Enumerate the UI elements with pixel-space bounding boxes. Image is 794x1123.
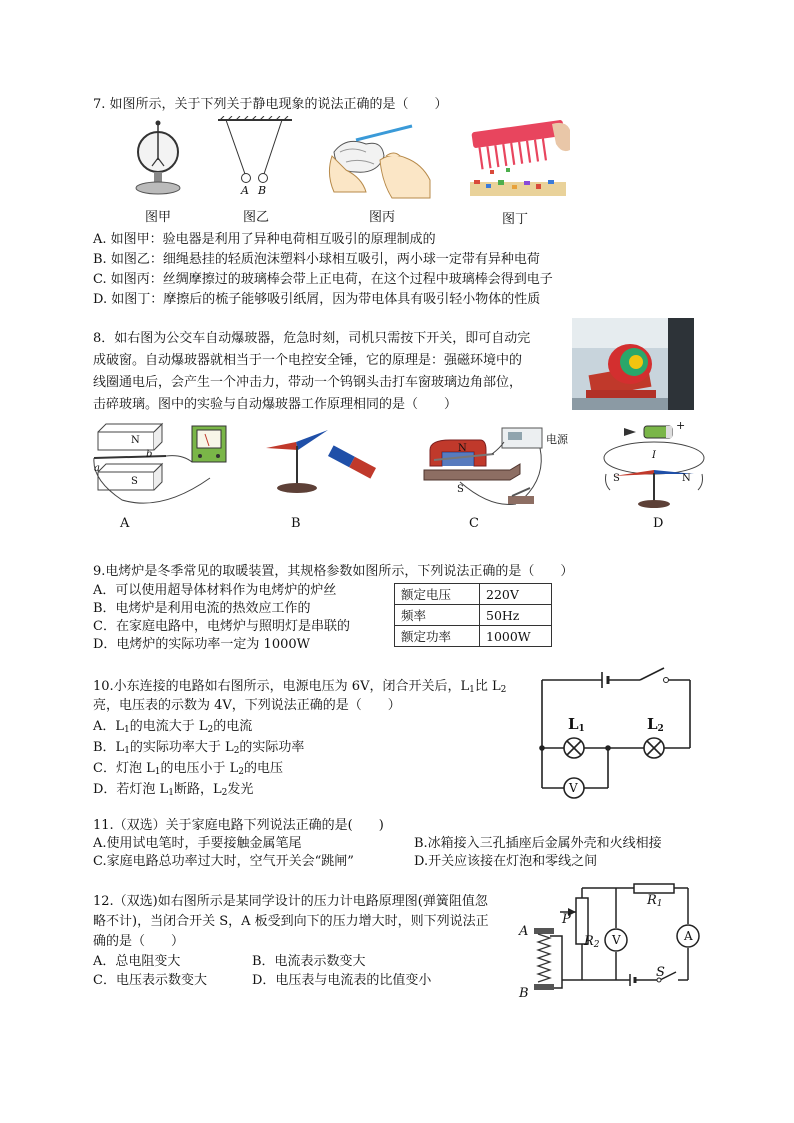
subscript: 1 (124, 725, 130, 735)
q12-option-b: B．电流表示数变大 (252, 954, 366, 969)
q8-figure-a (92, 420, 242, 512)
q11-option-d: D.开关应该接在灯泡和零线之间 (414, 854, 598, 869)
spec-key: 频率 (395, 605, 480, 626)
opt-part: 的电压 (243, 761, 283, 776)
q12-stem-line3: 确的是（ ） (93, 934, 185, 949)
opt-part: 的实际功率 (239, 740, 305, 755)
lamp-letter: L (647, 715, 658, 733)
voltmeter-label: V (569, 781, 578, 795)
spec-row (395, 605, 552, 626)
q10-stem-line1 (93, 678, 506, 695)
subscript: 2 (207, 725, 214, 735)
subscript: 1 (469, 685, 475, 695)
q10-circuit-diagram (536, 664, 696, 802)
q9-option-a: A．可以使用超导体材料作为电烤炉的炉丝 (93, 583, 337, 598)
q8-stem-line3: 线圈通电后，会产生一个冲击力，带动一个钨钢头击打车窗玻璃边角部位， (93, 375, 523, 390)
switch-s-label: S (656, 965, 665, 980)
r-letter: R (647, 893, 657, 908)
q10-option-d (93, 781, 253, 798)
subscript: 2 (233, 746, 240, 756)
q10-stem-line2: 亮，电压表的示数为 4V，下列说法正确的是（ ） (93, 698, 401, 713)
electroscope-figure (128, 120, 188, 198)
subscript: 2 (657, 724, 664, 734)
opt-part: 的电流 (213, 719, 253, 734)
subscript: 1 (124, 746, 130, 756)
q8-stem-line2: 成破窗。自动爆玻器就相当于一个电控安全锤，它的原理是：强磁环境中的 (93, 353, 523, 368)
fig-label-yi: 图乙 (243, 210, 270, 225)
opt-part: B．L (93, 740, 125, 755)
q10-stem-part: 10.小东连接的电路如右图所示，电源电压为 6V，闭合开关后，L (93, 679, 470, 694)
subscript: 2 (500, 685, 507, 695)
spec-row (395, 584, 552, 605)
spec-key: 额定电压 (395, 584, 480, 605)
fig-c-mark-power: 电源 (546, 433, 568, 446)
opt-part: 的电压小于 L (160, 761, 239, 776)
subscript: 1 (578, 724, 585, 734)
fig-d-mark-plus: + (676, 419, 686, 432)
q11-option-a: A.使用试电笔时，手要接触金属笔尾 (93, 836, 302, 851)
voltmeter-label: V (612, 933, 621, 947)
q12-stem-line2: 略不计)，当闭合开关 S，A 板受到向下的压力增大时，则下列说法正 (93, 914, 489, 929)
q12-option-a: A．总电阻变大 (93, 954, 181, 969)
q8-figure-d (596, 418, 714, 510)
q10-option-b (93, 739, 304, 756)
opt-part: 的实际功率大于 L (129, 740, 234, 755)
q10-option-c (93, 760, 283, 777)
fig-d-mark-n: N (682, 473, 691, 484)
opt-part: D．若灯泡 L (93, 782, 169, 797)
fig-a-mark-n: N (131, 435, 140, 446)
subscript: 1 (656, 899, 663, 909)
q8-stem-line4: 击碎玻璃。图中的实验与自动爆玻器工作原理相同的是（ ） (93, 397, 458, 412)
q9-option-d: D．电烤炉的实际功率一定为 1000W (93, 637, 311, 652)
q10-stem-part: 比 L (474, 679, 501, 694)
q12-option-d: D．电压表与电流表的比值变小 (252, 973, 432, 988)
q7-option-d: D. 如图丁：摩擦后的梳子能够吸引纸屑，因为带电体具有吸引轻小物体的性质 (93, 292, 541, 307)
r-letter: R (584, 934, 594, 949)
fig-d-mark-i: I (652, 450, 656, 461)
spec-row (395, 626, 552, 647)
ball-label-a: A (241, 184, 249, 197)
ball-label-b: B (258, 184, 267, 197)
opt-part: 的电流大于 L (129, 719, 208, 734)
r2-label (584, 934, 600, 950)
hanging-balls-figure (210, 116, 300, 198)
subscript: 2 (221, 788, 228, 798)
opt-part: 断路，L (173, 782, 222, 797)
q7-option-a: A. 如图甲：验电器是利用了异种电荷相互吸引的原理制成的 (93, 232, 436, 247)
opt-part: 发光 (227, 782, 254, 797)
opt-part: C．灯泡 L (93, 761, 155, 776)
lamp-l2-label (647, 716, 664, 732)
ammeter-label: A (684, 929, 693, 943)
subscript: 1 (168, 788, 174, 798)
fig-a-mark-a: a (94, 463, 100, 474)
fig-d-mark-s: S (613, 473, 620, 484)
q8-label-c: C (469, 516, 479, 531)
lamp-letter: L (568, 715, 579, 733)
fig-c-mark-s: S (457, 484, 464, 495)
spec-value: 1000W (480, 626, 552, 647)
plate-b-label: B (519, 986, 529, 1001)
fig-c-mark-n: N (458, 443, 467, 454)
comb-figure (466, 120, 570, 200)
q8-label-a: A (120, 516, 130, 531)
spec-table (394, 583, 552, 647)
q7-stem: 7. 如图所示，关于下列关于静电现象的说法正确的是（ ） (93, 97, 448, 112)
subscript: 2 (593, 940, 600, 950)
fig-label-jia: 图甲 (145, 210, 172, 225)
fig-label-bing: 图丙 (369, 210, 396, 225)
fig-label-ding: 图丁 (502, 212, 529, 227)
q8-stem-line1: 8．如右图为公交车自动爆玻器，危急时刻，司机只需按下开关，即可自动完 (93, 331, 531, 346)
q9-stem: 9.电烤炉是冬季常见的取暖装置，其规格参数如图所示，下列说法正确的是（ ） (93, 564, 574, 579)
subscript: 2 (238, 767, 244, 777)
q7-option-b: B. 如图乙：细绳悬挂的轻质泡沫塑料小球相互吸引，两小球一定带有异种电荷 (93, 252, 540, 267)
q10-option-a (93, 718, 252, 735)
spec-key: 额定功率 (395, 626, 480, 647)
spec-value: 50Hz (480, 605, 552, 626)
glass-breaker-photo (572, 318, 694, 410)
spec-value: 220V (480, 584, 552, 605)
slider-p-label: P (562, 912, 571, 927)
q9-option-b: B．电烤炉是利用电流的热效应工作的 (93, 601, 311, 616)
r1-label (647, 893, 663, 909)
q12-stem-line1: 12.（双选)如右图所示是某同学设计的压力计电路原理图(弹簧阻值忽 (93, 894, 488, 909)
q11-option-c: C.家庭电路总功率过大时，空气开关会“跳闸” (93, 854, 354, 869)
q8-figure-c (420, 420, 560, 512)
subscript: 1 (154, 767, 161, 777)
fig-a-mark-s: S (131, 476, 138, 487)
q7-option-c: C. 如图丙：丝绸摩擦过的玻璃棒会带上正电荷，在这个过程中玻璃棒会得到电子 (93, 272, 553, 287)
q12-option-c: C．电压表示数变大 (93, 973, 207, 988)
opt-part: A．L (93, 719, 125, 734)
fig-a-mark-b: b (146, 449, 153, 460)
lamp-l1-label (568, 716, 585, 732)
q11-stem: 11.（双选）关于家庭电路下列说法正确的是( ) (93, 818, 384, 833)
q11-option-b: B.冰箱接入三孔插座后金属外壳和火线相接 (414, 836, 662, 851)
q9-option-c: C．在家庭电路中，电烤炉与照明灯是串联的 (93, 619, 350, 634)
plate-a-label: A (519, 924, 529, 939)
q8-label-d: D (653, 516, 664, 531)
q8-label-b: B (291, 516, 301, 531)
rod-silk-figure (326, 122, 438, 200)
q8-figure-b (262, 418, 380, 498)
